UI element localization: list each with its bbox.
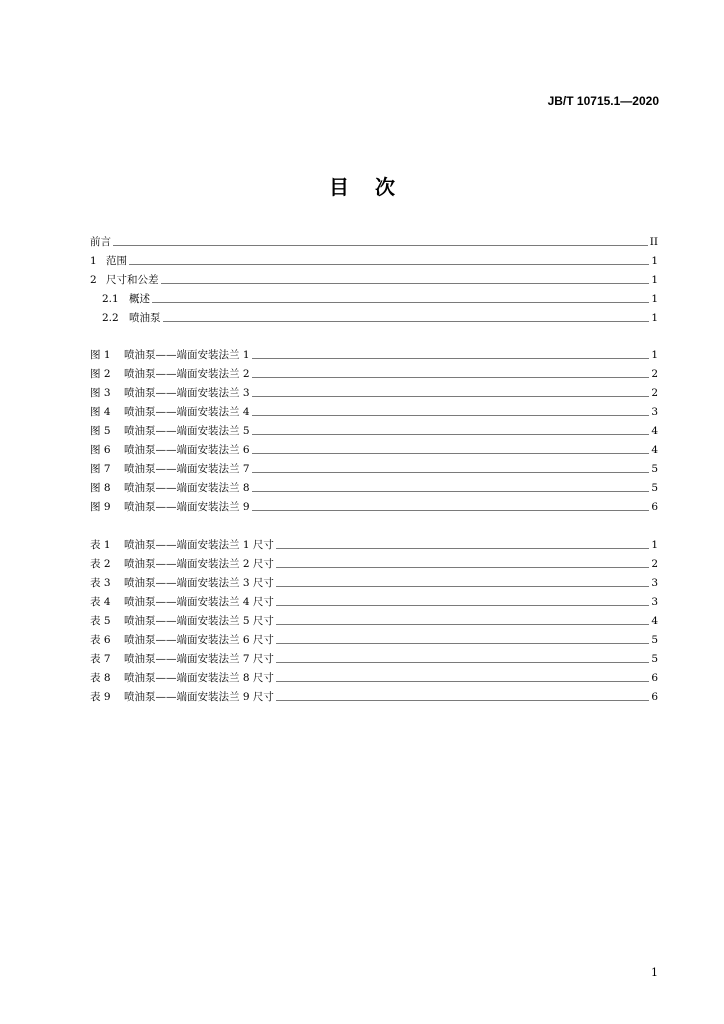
toc-entry-label: 喷油泵——端面安装法兰 6 <box>124 444 250 456</box>
dot-leader <box>276 662 649 663</box>
toc-entry-table-2[interactable] <box>90 552 658 571</box>
toc-entry-number: 图 5 <box>90 425 111 437</box>
toc-entry-number: 图 3 <box>90 387 111 399</box>
toc-entry-figure-5[interactable] <box>90 419 658 438</box>
dot-leader <box>276 700 649 701</box>
toc-entry-label: 喷油泵——端面安装法兰 5 尺寸 <box>124 615 274 627</box>
toc-entry-number: 表 9 <box>90 691 111 703</box>
toc-entry-page: 1 <box>651 349 658 361</box>
dot-leader <box>276 681 649 682</box>
toc-entry-label: 喷油泵——端面安装法兰 4 <box>124 406 250 418</box>
dot-leader <box>276 605 649 606</box>
dot-leader <box>276 643 649 644</box>
toc-entry-page: 1 <box>651 293 658 305</box>
toc-entry-page: 2 <box>651 558 658 570</box>
standard-code: JB/T 10715.1—2020 <box>547 94 659 108</box>
toc-entry-figure-7[interactable] <box>90 457 658 476</box>
toc-entry-number: 图 6 <box>90 444 111 456</box>
toc-entry-page: 1 <box>651 274 658 286</box>
toc-entry-number: 1 <box>90 255 97 267</box>
toc-entry-table-4[interactable] <box>90 590 658 609</box>
dot-leader <box>252 453 650 454</box>
toc-entry-table-9[interactable] <box>90 685 658 704</box>
toc-entry-table-7[interactable] <box>90 647 658 666</box>
toc-entry-foreword[interactable] <box>90 230 658 249</box>
dot-leader <box>163 321 650 322</box>
toc-entry-figure-9[interactable] <box>90 495 658 514</box>
toc-entry-label: 喷油泵——端面安装法兰 8 尺寸 <box>124 672 274 684</box>
dot-leader <box>252 472 650 473</box>
toc-entry-number: 2.1 <box>102 293 119 305</box>
toc-entry-label: 喷油泵——端面安装法兰 6 尺寸 <box>124 634 274 646</box>
toc-entry-number: 图 2 <box>90 368 111 380</box>
toc-entry-label: 喷油泵——端面安装法兰 9 尺寸 <box>124 691 274 703</box>
toc-entry-table-6[interactable] <box>90 628 658 647</box>
toc-entry-number: 图 9 <box>90 501 111 513</box>
toc-entry-number: 表 3 <box>90 577 111 589</box>
toc-entry-label: 喷油泵 <box>129 312 161 324</box>
dot-leader <box>252 396 650 397</box>
toc-entry-number: 图 7 <box>90 463 111 475</box>
toc-entry-page: 5 <box>651 634 658 646</box>
dot-leader <box>252 510 650 511</box>
toc-entry-number: 表 2 <box>90 558 111 570</box>
dot-leader <box>252 358 650 359</box>
toc-entry-page: 5 <box>651 653 658 665</box>
toc-entry-label: 喷油泵——端面安装法兰 5 <box>124 425 250 437</box>
toc-entry-page: 4 <box>651 425 658 437</box>
toc-entry-dimensions[interactable] <box>90 268 658 287</box>
toc-entry-figure-2[interactable] <box>90 362 658 381</box>
toc-entry-number: 表 6 <box>90 634 111 646</box>
toc-entry-label: 喷油泵——端面安装法兰 1 尺寸 <box>124 539 274 551</box>
dot-leader <box>152 302 649 303</box>
toc-entry-label: 概述 <box>129 293 150 305</box>
toc-entry-label: 前言 <box>90 236 111 248</box>
toc-entry-number: 图 4 <box>90 406 111 418</box>
page-number: 1 <box>651 966 658 979</box>
toc-entry-page: 6 <box>651 691 658 703</box>
dot-leader <box>252 415 650 416</box>
toc-entry-page: 3 <box>651 577 658 589</box>
toc-entry-label: 喷油泵——端面安装法兰 9 <box>124 501 250 513</box>
toc-entry-number: 表 7 <box>90 653 111 665</box>
toc-entry-number: 表 4 <box>90 596 111 608</box>
toc-entry-label: 喷油泵——端面安装法兰 8 <box>124 482 250 494</box>
toc-entry-figure-3[interactable] <box>90 381 658 400</box>
toc-entry-number: 2.2 <box>102 312 119 324</box>
toc-entry-number: 图 1 <box>90 349 111 361</box>
toc-entry-label: 范围 <box>106 255 127 267</box>
dot-leader <box>276 567 649 568</box>
toc-entry-label: 喷油泵——端面安装法兰 3 尺寸 <box>124 577 274 589</box>
toc-entry-label: 喷油泵——端面安装法兰 3 <box>124 387 250 399</box>
toc-entry-general[interactable] <box>102 287 658 306</box>
toc-entry-number: 表 8 <box>90 672 111 684</box>
toc-entry-figure-4[interactable] <box>90 400 658 419</box>
toc-entry-figure-6[interactable] <box>90 438 658 457</box>
dot-leader <box>276 624 649 625</box>
toc-entry-page: 5 <box>651 463 658 475</box>
toc-entry-scope[interactable] <box>90 249 658 268</box>
dot-leader <box>161 283 650 284</box>
toc-entry-page: 1 <box>651 312 658 324</box>
toc-entry-page: 3 <box>651 596 658 608</box>
toc-entry-page: 4 <box>651 615 658 627</box>
toc-entry-page: 3 <box>651 406 658 418</box>
toc-entry-table-8[interactable] <box>90 666 658 685</box>
toc-entry-page: 5 <box>651 482 658 494</box>
dot-leader <box>276 548 649 549</box>
toc-entry-figure-1[interactable] <box>90 343 658 362</box>
dot-leader <box>252 377 650 378</box>
toc-entry-number: 表 1 <box>90 539 111 551</box>
toc-entry-label: 喷油泵——端面安装法兰 2 尺寸 <box>124 558 274 570</box>
toc-entry-table-1[interactable] <box>90 533 658 552</box>
toc-entry-label: 喷油泵——端面安装法兰 4 尺寸 <box>124 596 274 608</box>
toc-entry-page: 2 <box>651 387 658 399</box>
dot-leader <box>252 434 650 435</box>
toc-entry-table-5[interactable] <box>90 609 658 628</box>
toc-entry-figure-8[interactable] <box>90 476 658 495</box>
toc-entry-page: 1 <box>651 539 658 551</box>
toc-entry-number: 表 5 <box>90 615 111 627</box>
toc-entry-label: 喷油泵——端面安装法兰 7 尺寸 <box>124 653 274 665</box>
toc-entry-number: 2 <box>90 274 97 286</box>
toc-entry-injection-pump[interactable] <box>102 306 658 325</box>
toc-entry-page: 1 <box>651 255 658 267</box>
dot-leader <box>113 245 648 246</box>
dot-leader <box>129 264 649 265</box>
toc-entry-table-3[interactable] <box>90 571 658 590</box>
toc-entry-label: 尺寸和公差 <box>106 274 159 286</box>
toc-entry-label: 喷油泵——端面安装法兰 2 <box>124 368 250 380</box>
toc-entry-page: 2 <box>651 368 658 380</box>
toc-entry-number: 图 8 <box>90 482 111 494</box>
toc-entry-page: 4 <box>651 444 658 456</box>
toc-entry-page: II <box>649 236 658 248</box>
dot-leader <box>252 491 650 492</box>
dot-leader <box>276 586 649 587</box>
toc-entry-label: 喷油泵——端面安装法兰 7 <box>124 463 250 475</box>
page-title: 目次 <box>329 175 421 199</box>
toc-entry-page: 6 <box>651 672 658 684</box>
toc-entry-page: 6 <box>651 501 658 513</box>
toc-entry-label: 喷油泵——端面安装法兰 1 <box>124 349 250 361</box>
